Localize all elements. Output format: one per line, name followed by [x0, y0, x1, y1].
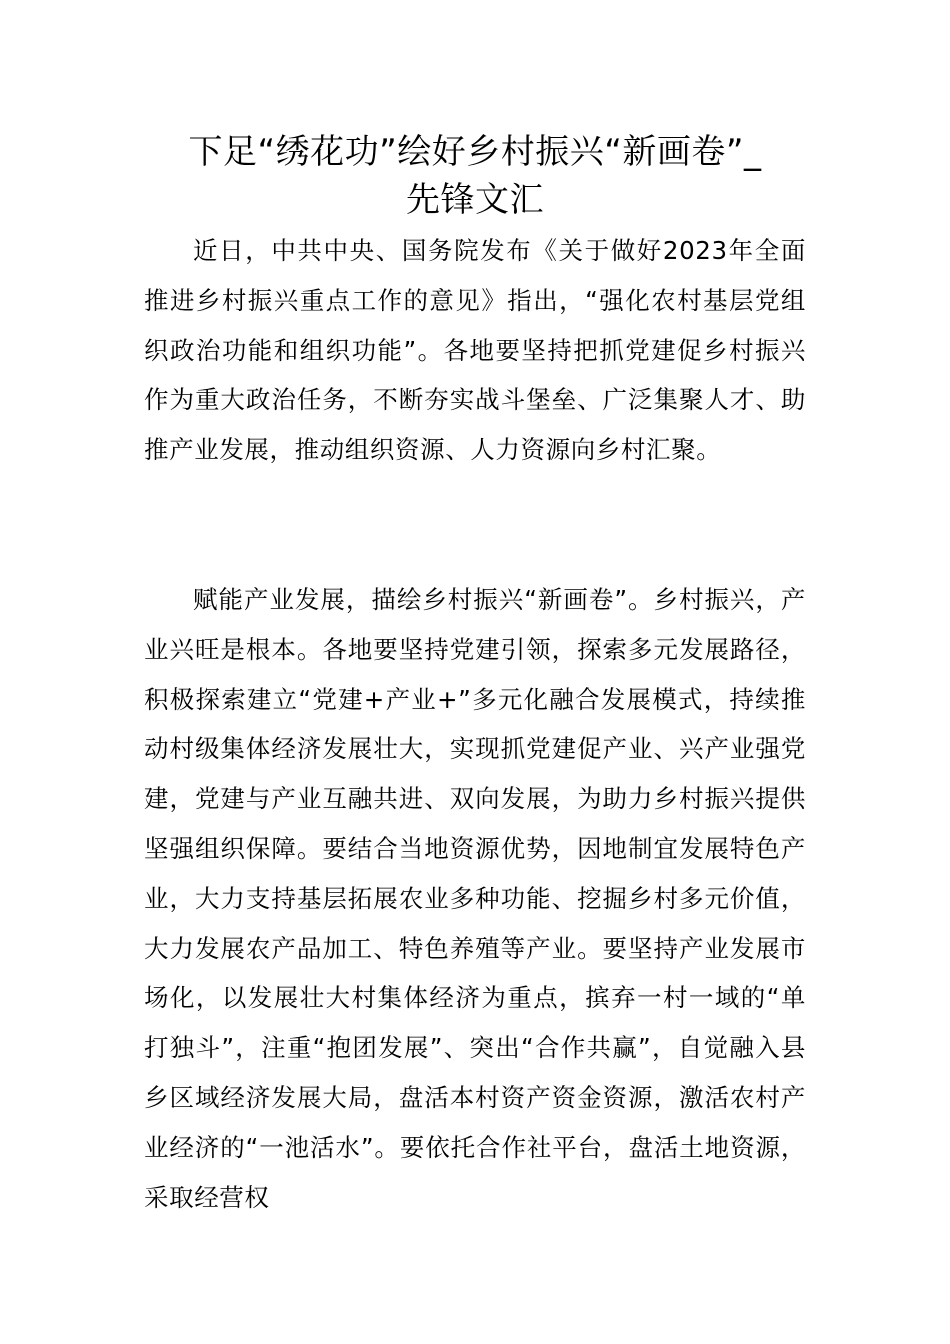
title-line-1: 下足“绣花功”绘好乡村振兴“新画卷”_	[188, 132, 762, 172]
title-line-2: 先锋文汇	[406, 180, 544, 220]
body-paragraph-1: 近日，中共中央、国务院发布《关于做好2023年全面推进乡村振兴重点工作的意见》指出，“强化农村基层党组织政治功能和组织功能”。各地要坚持把抓党建促乡村振兴作为重大政治任务，不断夯实战斗堡垒、广泛集聚人才、助推产业发展，推动组织资源、人力资源向乡村汇聚。	[144, 236, 806, 465]
body-paragraph-2: 赋能产业发展，描绘乡村振兴“新画卷”。乡村振兴，产业兴旺是根本。各地要坚持党建引领，探索多元发展路径，积极探索建立“党建+产业+”多元化融合发展模式，持续推动村级集体经济发展壮大，实现抓党建促产业、兴产业强党建，党建与产业互融共进、双向发展，为助力乡村振兴提供坚强组织保障。要结合当地资源优势，因地制宜发展特色产业，大力支持基层拓展农业多种功能、挖掘乡村多元价值，大力发展农产品加工、特色养殖等产业。要坚持产业发展市场化，以发展壮大村集体经济为重点，摈弃一村一域的“单打独斗”，注重“抱团发展”、突出“合作共赢”，自觉融入县乡区域经济发展大局，盘活本村资产资金资源，激活农村产业经济的“一池活水”。要依托合作社平台，盘活土地资源，采取经营权	[144, 585, 806, 1212]
page-title	[140, 128, 810, 224]
